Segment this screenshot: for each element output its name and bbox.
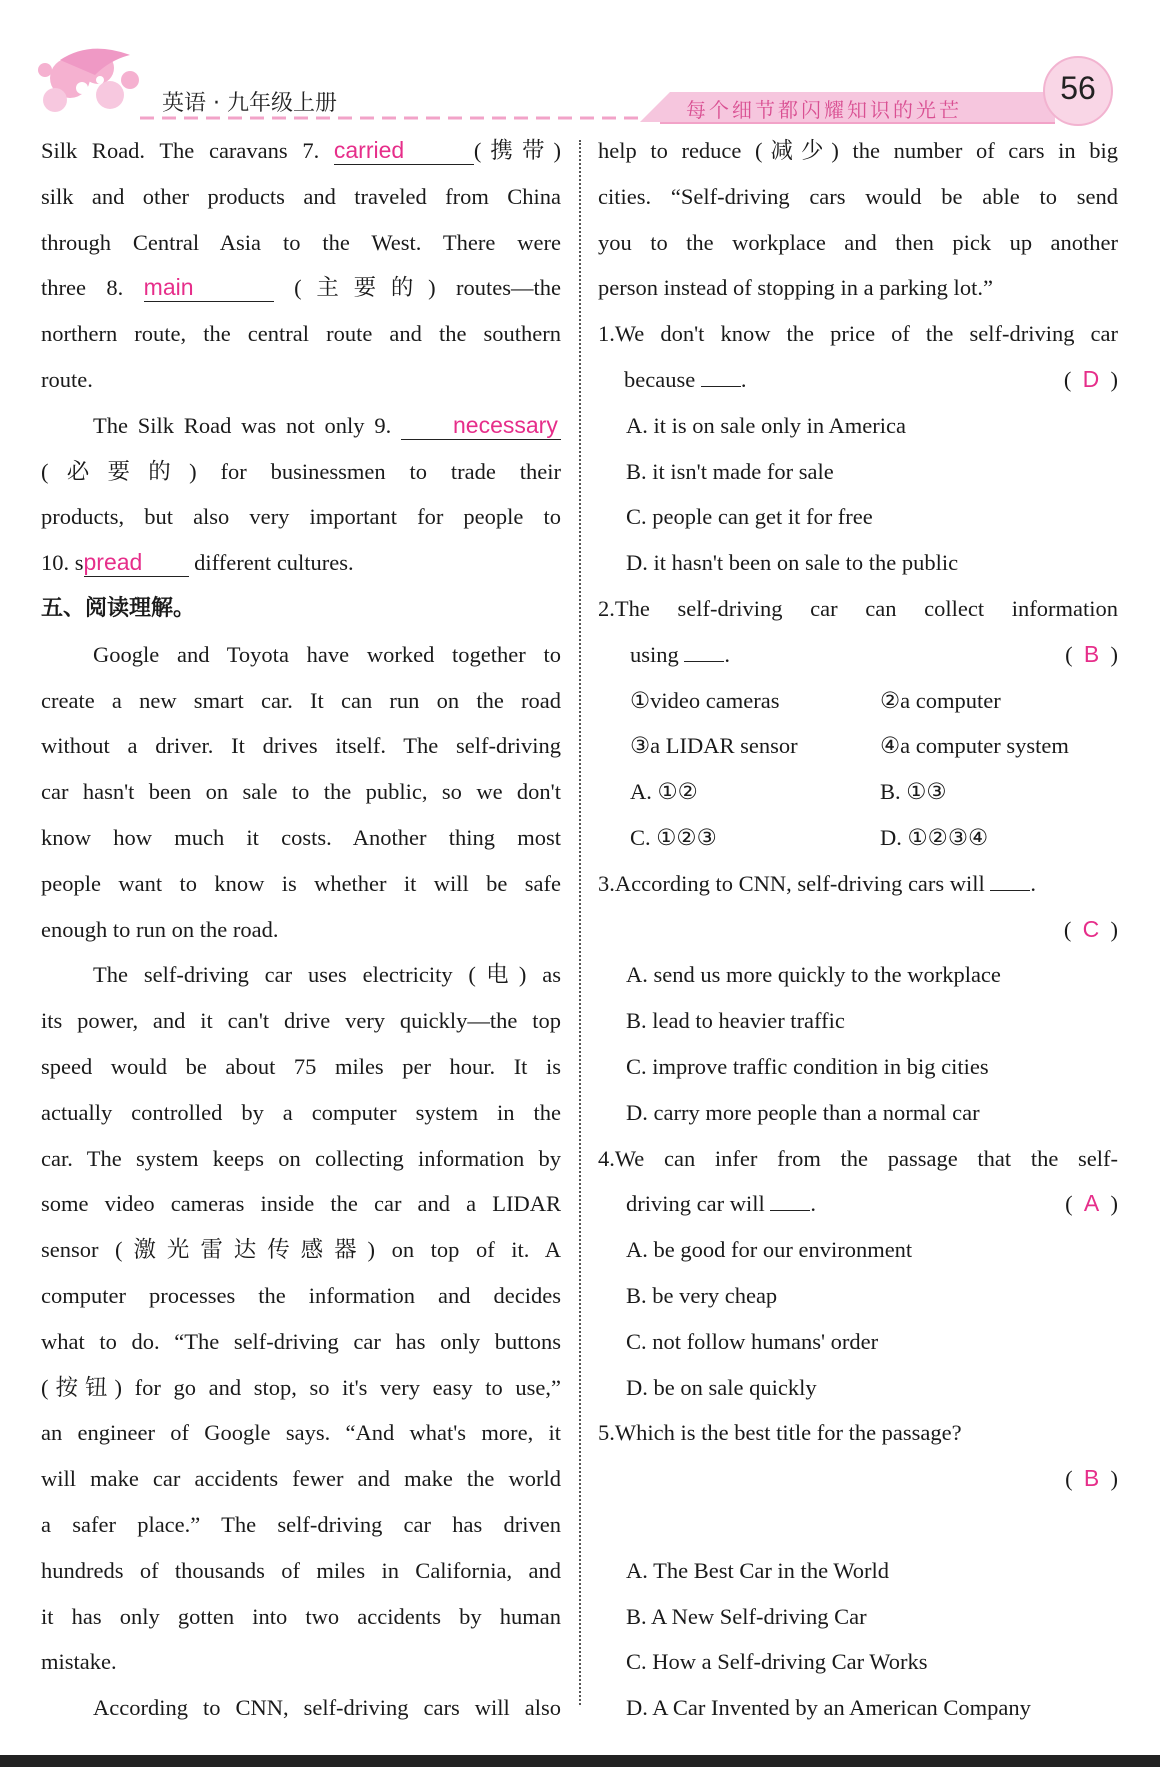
text-line: mistake. [41,1649,117,1675]
text-line: three 8. main (主要的) routes—the [41,274,562,301]
answer-letter: B [1083,640,1100,667]
item: ①video cameras [630,687,780,713]
text-line: an engineer of Google says. “And what's more, it [41,1420,561,1446]
item-grid [598,678,1118,770]
question-number: 2. [598,595,615,621]
question-4: 4. We can infer from the passage that the self- driving car will . ( A ) A. be good for our environment B. be very cheap C. not follow humans' order D. be on sale quickly [598,1136,1118,1411]
option: D. ①②③④ [880,824,989,850]
answer-bracket: ( C ) [1063,915,1118,942]
option: C. not follow humans' order [626,1328,879,1354]
option: A. be good for our environment [626,1237,913,1263]
text-line: actually controlled by a computer system in the [41,1099,561,1125]
option: B. it isn't made for sale [626,458,834,484]
option: D. A Car Invented by an American Company [626,1695,1031,1721]
text-line: hundreds of thousands of miles in California, and [41,1557,561,1583]
item: ④a computer system [880,733,1069,759]
text-line: silk and other products and traveled from China [41,183,561,209]
question-text: The self-driving car can collect information [614,595,1118,621]
question-number: 3. [598,870,615,896]
column-divider [579,140,581,1705]
option: A. ①② [630,779,698,805]
text-line: through Central Asia to the West. There were [41,229,561,255]
text-line: cities. “Self-driving cars would be able to send [598,183,1118,209]
text-line: (按钮) for go and stop, so it's very easy to use,” [41,1374,561,1400]
option: C. How a Self-driving Car Works [626,1649,928,1675]
question-text: because [624,366,696,392]
answer-letter: D [1082,365,1100,392]
text-line: it has only gotten into two accidents by human [41,1603,561,1629]
text-line: car hasn't been on sale to the public, so we don't [41,779,561,805]
option: B. A New Self-driving Car [626,1603,867,1629]
spacer [598,1502,1118,1548]
option: D. carry more people than a normal car [626,1099,980,1125]
option-grid [598,769,1118,861]
text-line: what to do. “The self-driving car has only buttons [41,1328,561,1354]
option: B. be very cheap [626,1282,778,1308]
right-column [598,128,1118,1731]
question-2: 2. The self-driving car can collect information using . ( B ) ①video cameras ②a computer ③a LIDAR sensor ④a computer system A. ①② B. ①③ C. ①②③ D. ①②③④ [598,586,1118,861]
text-line: some video cameras inside the car and a LIDAR [41,1191,561,1217]
floral-ornament-icon [38,49,139,112]
text-line: Google and Toyota have worked together to [93,641,561,667]
text-line: will make car accidents fewer and make the world [41,1466,561,1492]
question-text: using [630,641,679,667]
answer-9: necessary [453,411,558,438]
question-1: 1. We don't know the price of the self-driving car because . ( D ) A. it is on sale only in America B. it isn't made for sale C. people can get it for free D. it hasn't been on sale to the public [598,311,1118,586]
answer-bracket: ( A ) [1065,1190,1118,1217]
text-line: Silk Road. The caravans 7. carried (携带) [41,137,561,163]
option: A. send us more quickly to the workplace [626,962,1001,988]
text-line: computer processes the information and decides [41,1282,561,1308]
text-line: you to the workplace and then pick up another [598,229,1118,255]
book-title: 英语 · 九年级上册 [162,91,337,116]
option: C. improve traffic condition in big cities [626,1053,989,1079]
text-line: car. The system keeps on collecting information by [41,1145,561,1171]
text-line: without a driver. It drives itself. The self-driving [41,733,561,759]
option: A. The Best Car in the World [626,1557,889,1583]
question-text: According to CNN, self-driving cars will [614,870,985,896]
answer-blank [701,364,741,387]
answer-letter: A [1083,1190,1100,1217]
bottom-edge [0,1755,1160,1767]
option: A. it is on sale only in America [626,412,906,438]
option: B. ①③ [880,779,947,805]
option: C. ①②③ [630,824,717,850]
text-line: person instead of stopping in a parking lot.” [598,275,993,301]
answer-blank [684,639,724,662]
text-line: create a new smart car. It can run on the road [41,687,561,713]
text-line: a safer place.” The self-driving car has driven [41,1511,561,1537]
question-text: We can infer from the passage that the self- [614,1145,1118,1171]
text-line: The Silk Road was not only 9. necessary [41,403,561,449]
text-line: know how much it costs. Another thing most [41,824,561,850]
text-line: its power, and it can't drive very quickly—the top [41,1008,561,1034]
text-line: route. [41,366,93,392]
question-text: We don't know the price of the self-driving car [614,321,1118,347]
answer-bracket: ( B ) [1065,640,1118,667]
option: B. lead to heavier traffic [626,1008,845,1034]
item: ③a LIDAR sensor [630,733,798,759]
answer-bracket: ( D ) [1063,365,1118,392]
text-line: products, but also very important for people to [41,504,561,530]
text-line: sensor (激光雷达传感器) on top of it. A [41,1237,561,1263]
text-line: (必要的) for businessmen to trade their [41,458,561,484]
answer-7: carried [333,137,405,163]
answer-bracket: ( B ) [1065,1465,1118,1492]
header-slogan: 每个细节都闪耀知识的光芒 [686,98,962,122]
answer-blank [990,868,1030,891]
text-line: The self-driving car uses electricity (电) as [93,962,561,988]
question-number: 4. [598,1145,615,1171]
text-line: help to reduce (减少) the number of cars in big [598,138,1118,163]
text-line: 10. spread different cultures. [41,549,354,576]
page-header [0,0,1160,135]
left-column [41,128,561,1731]
answer-blank [770,1188,810,1211]
question-5 [598,1410,1118,1731]
text-line: speed would be about 75 miles per hour. It is [41,1053,561,1079]
question-text: driving car will [626,1191,765,1217]
question-3: 3. According to CNN, self-driving cars will . ( C ) A. send us more quickly to the workplace B. lead to heavier traffic C. improve traffic condition in big cities D. carry more people than a normal car [598,861,1118,1136]
text-line: enough to run on the road. [41,916,279,942]
item: ②a computer [880,687,1001,713]
page-number: 56 [1060,70,1096,106]
question-number: 5. [598,1420,615,1446]
question-text: Which is the best title for the passage? [614,1420,962,1446]
option: C. people can get it for free [626,504,873,530]
text-line: According to CNN, self-driving cars will also [93,1695,561,1721]
answer-10: pread [83,549,143,576]
answer-8: main [143,274,194,301]
answer-letter: B [1083,1465,1100,1492]
option: D. be on sale quickly [626,1374,817,1400]
question-number: 1. [598,321,615,347]
section-heading: 五、阅读理解。 [41,595,196,621]
option: D. it hasn't been on sale to the public [626,550,959,576]
answer-letter: C [1082,915,1100,942]
text-line: people want to know is whether it will be safe [41,870,561,896]
text-line: northern route, the central route and the southern [41,321,561,347]
